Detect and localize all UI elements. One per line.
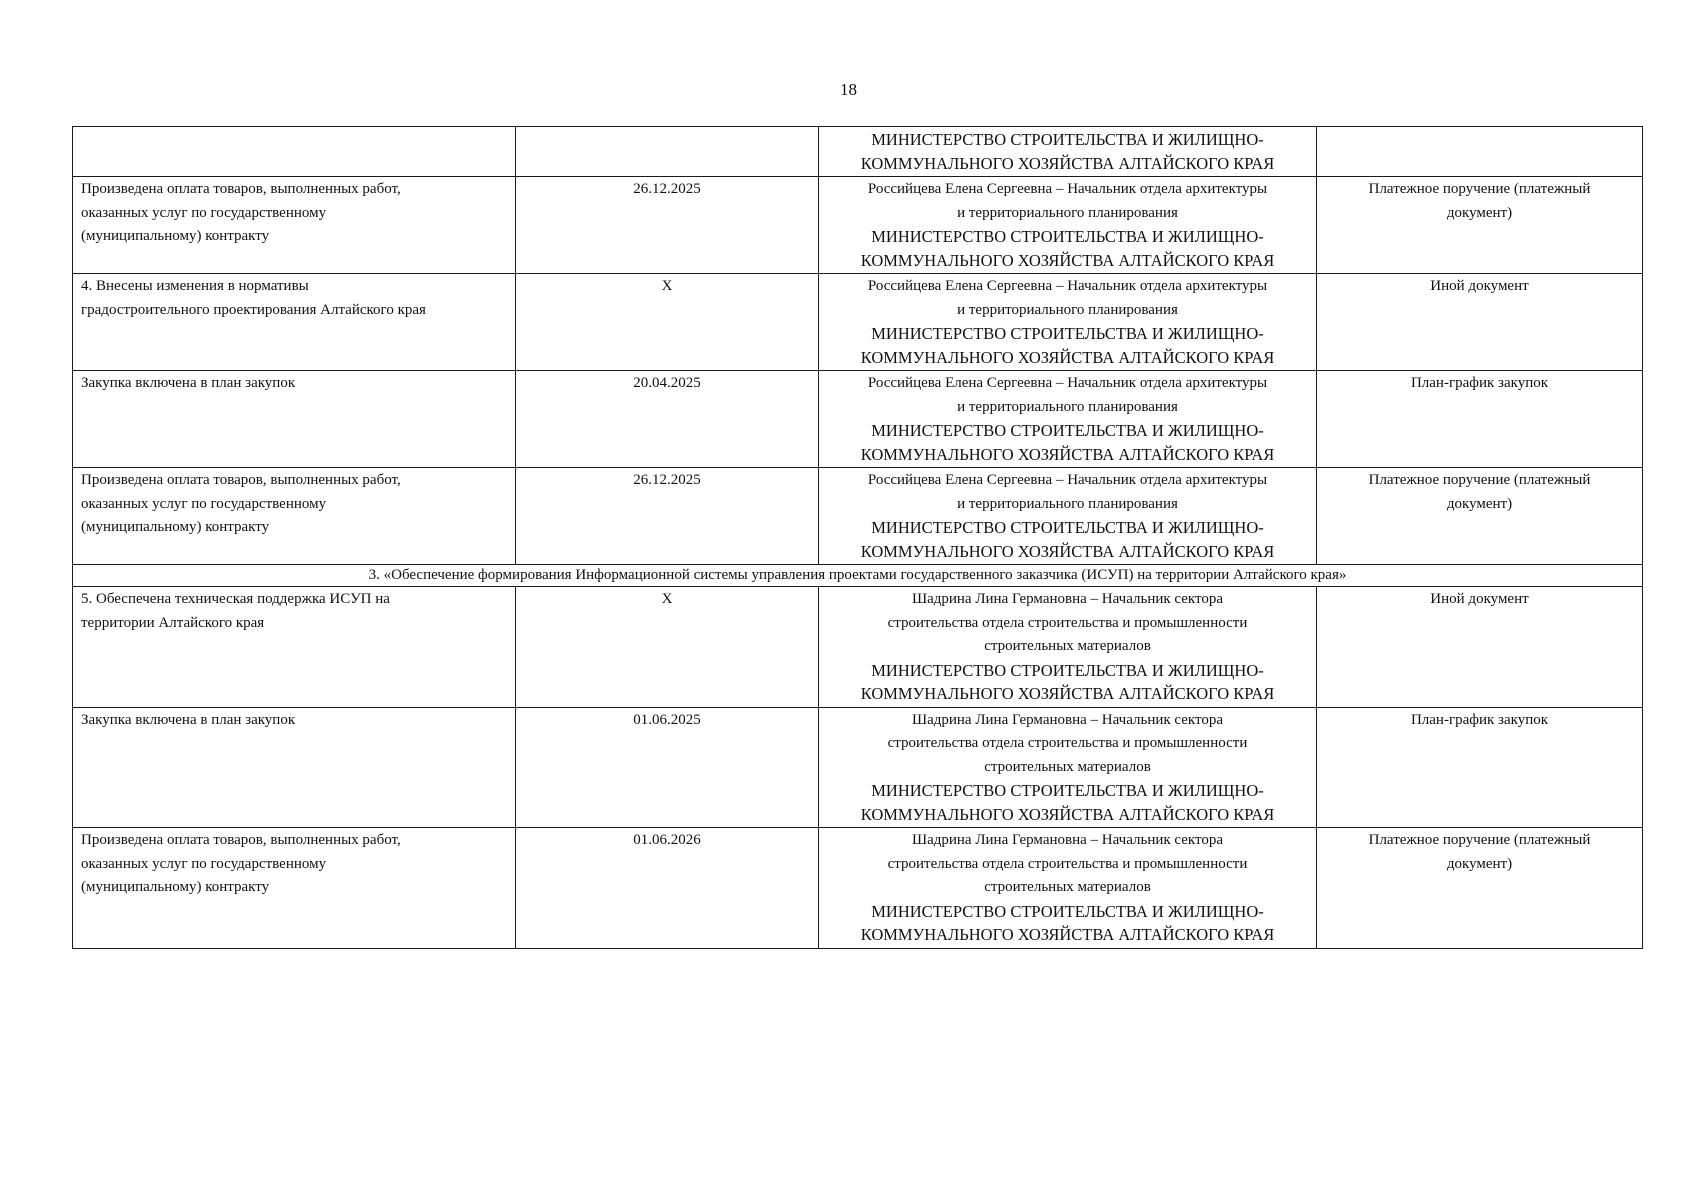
cell-line: КОММУНАЛЬНОГО ХОЗЯЙСТВА АЛТАЙСКОГО КРАЯ xyxy=(860,153,1275,173)
cell-line: строительных материалов xyxy=(984,879,1151,895)
cell-line: КОММУНАЛЬНОГО ХОЗЯЙСТВА АЛТАЙСКОГО КРАЯ xyxy=(860,250,1275,270)
result-cell xyxy=(73,707,516,828)
cell-line: МИНИСТЕРСТВО СТРОИТЕЛЬСТВА И ЖИЛИЩНО- xyxy=(871,130,1264,149)
date-value: 26.12.2025 xyxy=(633,472,701,488)
cell-line: Шадрина Лина Германовна – Начальник сектора xyxy=(911,832,1224,848)
cell-line: Российцева Елена Сергеевна – Начальник отдела архитектуры xyxy=(867,278,1268,294)
cell-line: МИНИСТЕРСТВО СТРОИТЕЛЬСТВА И ЖИЛИЩНО- xyxy=(871,901,1264,921)
cell-line: МИНИСТЕРСТВО СТРОИТЕЛЬСТВА И ЖИЛИЩНО- xyxy=(871,324,1264,343)
responsible-cell xyxy=(819,371,1317,468)
cell-line: Закупка включена в план закупок xyxy=(81,711,296,728)
cell-line: 5. Обеспечена техническая поддержка ИСУП на xyxy=(81,591,390,607)
date-cell xyxy=(516,127,819,177)
cell-line: Иной документ xyxy=(1430,591,1529,607)
cell-line: КОММУНАЛЬНОГО ХОЗЯЙСТВА АЛТАЙСКОГО КРАЯ xyxy=(860,684,1275,703)
date-value: 26.12.2025 xyxy=(633,181,701,197)
cell-line: КОММУНАЛЬНОГО ХОЗЯЙСТВА АЛТАЙСКОГО КРАЯ xyxy=(860,347,1275,367)
cell-line: Платежное поручение (платежный xyxy=(1368,832,1591,848)
cell-line: оказанных услуг по государственному xyxy=(81,495,327,512)
responsible-cell xyxy=(819,127,1317,177)
document-type-cell xyxy=(1317,274,1643,371)
cell-line: и территориального планирования xyxy=(957,495,1178,512)
cell-line: КОММУНАЛЬНОГО ХОЗЯЙСТВА АЛТАЙСКОГО КРАЯ xyxy=(860,925,1275,944)
date-value: X xyxy=(661,278,673,294)
cell-line: строительства отдела строительства и промышленности xyxy=(887,614,1248,631)
cell-line: МИНИСТЕРСТВО СТРОИТЕЛЬСТВА И ЖИЛИЩНО- xyxy=(871,421,1264,440)
cell-line: МИНИСТЕРСТВО СТРОИТЕЛЬСТВА И ЖИЛИЩНО- xyxy=(871,227,1264,246)
table-row xyxy=(73,274,1643,371)
date-value: 20.04.2025 xyxy=(633,375,701,391)
cell-line: Российцева Елена Сергеевна – Начальник отдела архитектуры xyxy=(867,472,1268,488)
cell-line: документ) xyxy=(1446,204,1513,221)
cell-line: строительных материалов xyxy=(984,638,1151,654)
document-type-cell xyxy=(1317,468,1643,565)
cell-line: документ) xyxy=(1446,495,1513,512)
cell-line: Российцева Елена Сергеевна – Начальник отдела архитектуры xyxy=(867,181,1268,197)
cell-line: (муниципальному) контракту xyxy=(81,228,270,244)
cell-line: строительных материалов xyxy=(984,758,1151,775)
responsible-cell xyxy=(819,587,1317,708)
responsible-cell xyxy=(819,177,1317,274)
cell-line: строительства отдела строительства и промышленности xyxy=(887,855,1248,872)
cell-line: (муниципальному) контракту xyxy=(81,519,270,535)
responsible-cell xyxy=(819,828,1317,949)
cell-line: КОММУНАЛЬНОГО ХОЗЯЙСТВА АЛТАЙСКОГО КРАЯ xyxy=(860,541,1275,561)
cell-line: оказанных услуг по государственному xyxy=(81,855,327,872)
result-cell xyxy=(73,828,516,949)
table-row xyxy=(73,371,1643,468)
result-cell xyxy=(73,177,516,274)
cell-line: 4. Внесены изменения в нормативы xyxy=(81,278,309,294)
responsible-cell xyxy=(819,468,1317,565)
cell-line: МИНИСТЕРСТВО СТРОИТЕЛЬСТВА И ЖИЛИЩНО- xyxy=(871,518,1264,537)
cell-line: и территориального планирования xyxy=(957,204,1178,221)
date-cell xyxy=(516,371,819,468)
cell-line: строительства отдела строительства и промышленности xyxy=(887,735,1248,751)
document-type-cell xyxy=(1317,371,1643,468)
document-type-cell xyxy=(1317,828,1643,949)
responsible-cell xyxy=(819,274,1317,371)
cell-line: Произведена оплата товаров, выполненных работ, xyxy=(81,832,401,848)
cell-line: Закупка включена в план закупок xyxy=(81,375,296,391)
table-row xyxy=(73,127,1643,177)
cell-line: Произведена оплата товаров, выполненных работ, xyxy=(81,472,401,488)
section-header-row xyxy=(73,565,1643,587)
date-cell xyxy=(516,177,819,274)
cell-line: Российцева Елена Сергеевна – Начальник отдела архитектуры xyxy=(867,375,1268,391)
document-type-cell xyxy=(1317,177,1643,274)
result-cell xyxy=(73,127,516,177)
result-cell xyxy=(73,274,516,371)
result-cell xyxy=(73,587,516,708)
cell-line: Платежное поручение (платежный xyxy=(1368,472,1591,488)
table-row xyxy=(73,468,1643,565)
cell-line: (муниципальному) контракту xyxy=(81,879,270,895)
cell-line: Произведена оплата товаров, выполненных работ, xyxy=(81,181,401,197)
cell-line: План-график закупок xyxy=(1410,711,1549,728)
cell-line: оказанных услуг по государственному xyxy=(81,204,327,221)
document-type-cell xyxy=(1317,707,1643,828)
cell-line: План-график закупок xyxy=(1410,375,1549,391)
document-type-cell xyxy=(1317,127,1643,177)
section-title: 3. «Обеспечение формирования Информационной системы управления проектами государственного заказчика (ИСУП) на территории Алтайского края» xyxy=(73,565,1643,587)
date-cell xyxy=(516,707,819,828)
cell-line: Шадрина Лина Германовна – Начальник сектора xyxy=(911,591,1224,607)
table-row xyxy=(73,587,1643,708)
date-value: X xyxy=(661,591,673,607)
cell-line: и территориального планирования xyxy=(957,301,1178,318)
cell-line: градостроительного проектирования Алтайского края xyxy=(81,301,426,318)
cell-line: и территориального планирования xyxy=(957,398,1178,415)
cell-line: МИНИСТЕРСТВО СТРОИТЕЛЬСТВА И ЖИЛИЩНО- xyxy=(871,660,1264,680)
cell-line: КОММУНАЛЬНОГО ХОЗЯЙСТВА АЛТАЙСКОГО КРАЯ xyxy=(860,804,1275,824)
cell-line: Иной документ xyxy=(1430,278,1529,294)
date-value: 01.06.2025 xyxy=(633,711,701,728)
table-row xyxy=(73,707,1643,828)
cell-line: территории Алтайского края xyxy=(81,614,265,631)
control-points-table xyxy=(72,126,1643,949)
date-cell xyxy=(516,587,819,708)
responsible-cell xyxy=(819,707,1317,828)
cell-line: Шадрина Лина Германовна – Начальник сектора xyxy=(911,711,1224,728)
cell-line: КОММУНАЛЬНОГО ХОЗЯЙСТВА АЛТАЙСКОГО КРАЯ xyxy=(860,444,1275,464)
date-cell xyxy=(516,828,819,949)
date-cell xyxy=(516,274,819,371)
cell-line: МИНИСТЕРСТВО СТРОИТЕЛЬСТВА И ЖИЛИЩНО- xyxy=(871,781,1264,800)
result-cell xyxy=(73,468,516,565)
result-cell xyxy=(73,371,516,468)
cell-line: Платежное поручение (платежный xyxy=(1368,181,1591,197)
table-row xyxy=(73,828,1643,949)
page-number: 18 xyxy=(840,80,857,99)
date-value: 01.06.2026 xyxy=(633,832,701,848)
cell-line: документ) xyxy=(1446,855,1513,872)
date-cell xyxy=(516,468,819,565)
document-type-cell xyxy=(1317,587,1643,708)
table-body xyxy=(73,127,1643,949)
table-row xyxy=(73,177,1643,274)
